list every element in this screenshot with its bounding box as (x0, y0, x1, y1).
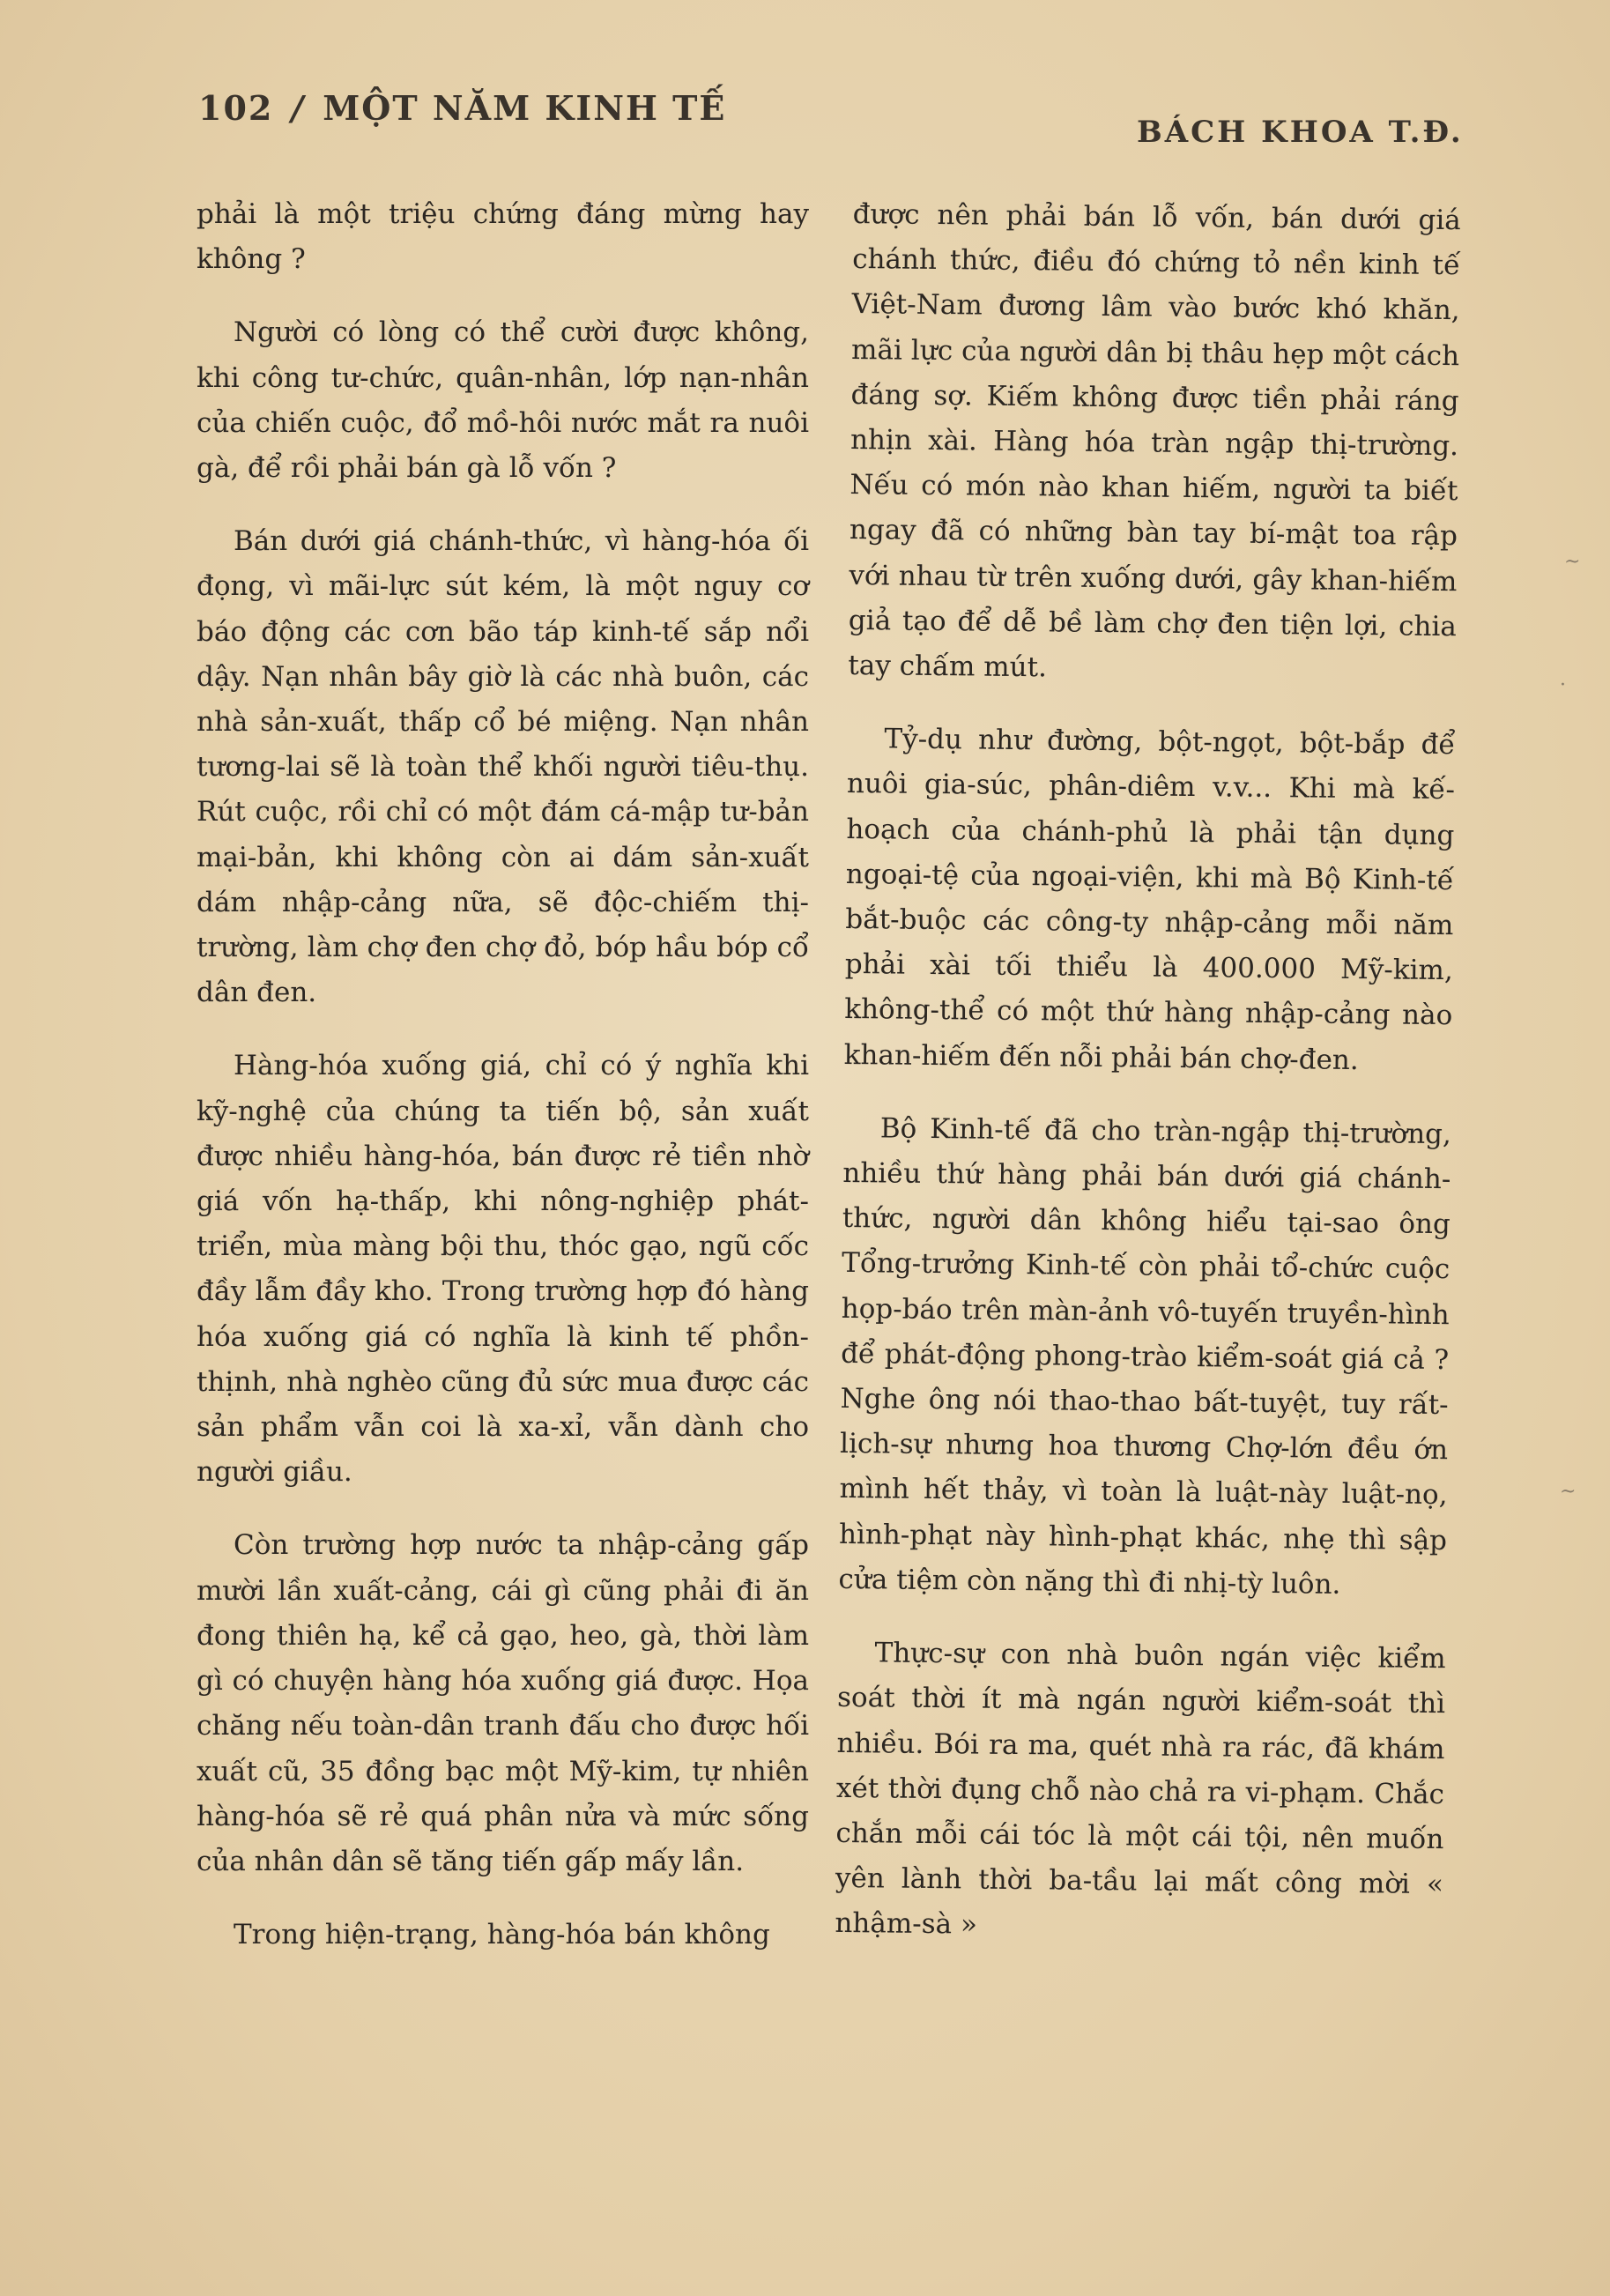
paragraph: Hàng-hóa xuống giá, chỉ có ý nghĩa khi kỹ-nghệ của chúng ta tiến bộ, sản xuất được nhiều hàng-hóa, bán được rẻ tiền nhờ giá vốn hạ-thấp, khi nông-nghiệp phát-triển, mùa màng bội thu, thóc gạo, ngũ cốc đầy lẫm đầy kho. Trong trường hợp đó hàng hóa xuống giá có nghĩa là kinh tế phồn-thịnh, nhà nghèo cũng đủ sức mua được các sản phẩm vẫn coi là xa-xỉ, vẫn dành cho người giầu. (197, 1050, 809, 1489)
paragraph: được nên phải bán lỗ vốn, bán dưới giá chánh thức, điều đó chứng tỏ nền kinh tế Việt-Nam đương lâm vào bước khó khăn, mãi lực của người dân bị thâu hẹp một cách đáng sợ. Kiếm không được tiền phải ráng nhịn xài. Hàng hóa tràn ngập thị-trường. Nếu có món nào khan hiếm, người ta biết ngay đã có những bàn tay bí-mật toa rập với nhau từ trên xuống dưới, gây khan-hiếm giả tạo để dễ bề làm chợ đen tiện lợi, chia tay chấm mút. (848, 197, 1461, 684)
paragraph: Thực-sự con nhà buôn ngán việc kiểm soát thời ít mà ngán người kiểm-soát thì nhiều. Bói ra ma, quét nhà ra rác, đã khám xét thời đụng chỗ nào chả ra vi-phạm. Chắc chắn mỗi cái tóc là một cái tội, nên muốn yên lành thời ba-tầu lại mất công mời « nhậm-sà » (835, 1637, 1446, 1941)
running-header (198, 88, 726, 128)
paragraph: Người có lòng có thể cười được không, khi công tư-chức, quân-nhân, lớp nạn-nhân của chiến cuộc, đổ mồ-hôi nước mắt ra nuôi gà, để rồi phải bán gà lỗ vốn ? (197, 316, 809, 485)
left-column (197, 192, 809, 1986)
paragraph: Bộ Kinh-tế đã cho tràn-ngập thị-trường, nhiều thứ hàng phải bán dưới giá chánh-thức, người dân không hiểu tại-sao ông Tổng-trưởng Kinh-tế còn phải tổ-chức cuộc họp-báo trên màn-ảnh vô-tuyến truyền-hình để phát-động phong-trào kiểm-soát giá cả ? Nghe ông nói thao-thao bất-tuyệt, tuy rất-lịch-sự nhưng hoa thương Chợ-lớn đều ớn mình hết thảy, vì toàn là luật-này luật-nọ, hình-phạt này hình-phạt khác, nhẹ thì sập cửa tiệm còn nặng thì đi nhị-tỳ luôn. (838, 1112, 1452, 1601)
margin-mark: · (1560, 674, 1566, 696)
paragraph: Tỷ-dụ như đường, bột-ngọt, bột-bắp để nuôi gia-súc, phân-diêm v.v... Khi mà kế-hoạch của chánh-phủ là phải tận dụng ngoại-tệ của ngoại-viện, khi mà Bộ Kinh-tế bắt-buộc các công-ty nhập-cảng mỗi năm phải xài tối thiểu là 400.000 Mỹ-kim, không-thể có một thứ hàng nhập-cảng nào khan-hiếm đến nỗi phải bán chợ-đen. (843, 723, 1456, 1076)
page-number: 102 (198, 88, 274, 128)
margin-mark: ~ (1560, 1481, 1577, 1503)
paragraph: phải là một triệu chứng đáng mừng hay không ? (197, 198, 809, 276)
section-title: MỘT NĂM KINH TẾ (323, 88, 727, 128)
header-separator: / (291, 88, 306, 128)
paragraph: Bán dưới giá chánh-thức, vì hàng-hóa ối đọng, vì mãi-lực sút kém, là một nguy cơ báo động các cơn bão táp kinh-tế sắp nổi dậy. Nạn nhân bây giờ là các nhà buôn, các nhà sản-xuất, thấp cổ bé miệng. Nạn nhân tương-lai sẽ là toàn thể khối người tiêu-thụ. Rút cuộc, rồi chỉ có một đám cá-mập tư-bản mại-bản, khi không còn ai dám sản-xuất dám nhập-cảng nữa, sẽ độc-chiếm thị-trường, làm chợ đen chợ đỏ, bóp hầu bóp cổ dân đen. (197, 525, 809, 1009)
paragraph: Còn trường hợp nước ta nhập-cảng gấp mười lần xuất-cảng, cái gì cũng phải đi ăn đong thiên hạ, kể cả gạo, heo, gà, thời làm gì có chuyện hàng hóa xuống giá được. Họa chăng nếu toàn-dân tranh đấu cho được hối xuất cũ, 35 đồng bạc một Mỹ-kim, tự nhiên hàng-hóa sẽ rẻ quá phân nửa và mức sống của nhân dân sẽ tăng tiến gấp mấy lần. (197, 1529, 809, 1877)
journal-name: BÁCH KHOA T.Đ. (1137, 115, 1464, 150)
margin-mark: ~ (1564, 551, 1581, 573)
paragraph: Trong hiện-trạng, hàng-hóa bán không (234, 1919, 770, 1951)
right-column (835, 192, 1461, 1981)
